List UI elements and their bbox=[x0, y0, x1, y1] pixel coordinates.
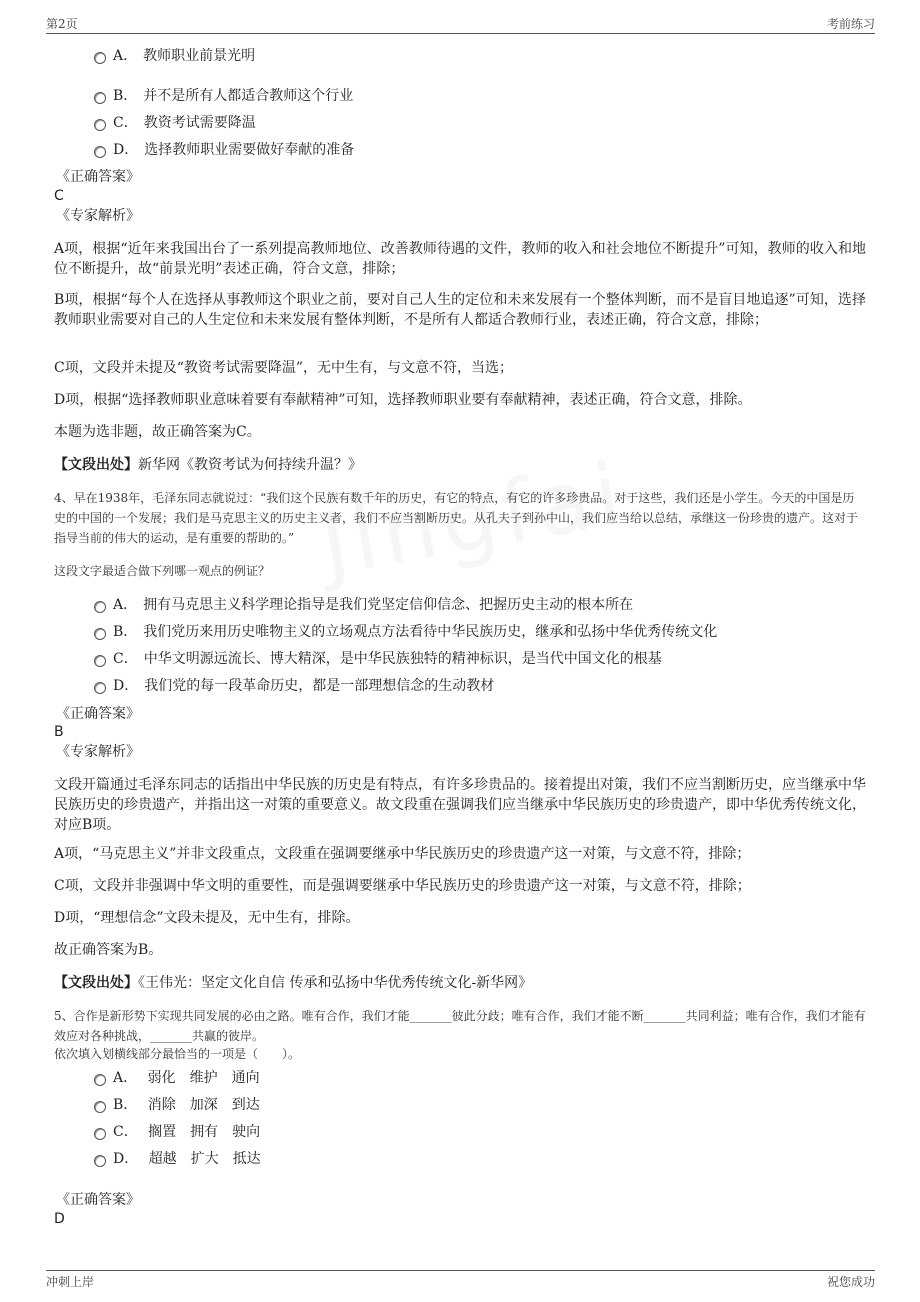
answer-value: B bbox=[54, 724, 64, 740]
analysis-label: 《专家解析》 bbox=[56, 208, 140, 224]
q4-option-a[interactable]: A． 拥有马克思主义科学理论指导是我们党坚定信仰信念、把握历史主动的根本所在 bbox=[94, 595, 633, 615]
analysis-paragraph: 文段开篇通过毛泽东同志的话指出中华民族的历史是有特点，有许多珍贵品的。接着提出对策，我们不应当割断历史，应当继承中华民族历史的珍贵遗产，并指出这一对策的重要意义。故文段重在强调我们应当继承中华民族历史的珍贵遗产，即中华优秀传统文化，对应B项。 bbox=[54, 777, 866, 833]
radio-icon[interactable] bbox=[94, 92, 106, 104]
radio-icon[interactable] bbox=[94, 1074, 106, 1086]
answer-value: C bbox=[54, 188, 64, 204]
analysis-paragraph: C项，文段并未提及“教资考试需要降温”，无中生有，与文意不符，当选； bbox=[54, 360, 514, 376]
footer-left: 冲刺上岸 bbox=[46, 1275, 95, 1289]
q5-option-d[interactable]: D． 超越 扩大 抵达 bbox=[94, 1149, 275, 1169]
q4-option-c[interactable]: C． 中华文明源远流长、博大精深，是中华民族独特的精神标识，是当代中国文化的根基 bbox=[94, 649, 662, 669]
radio-icon[interactable] bbox=[94, 1101, 106, 1113]
q3-option-a[interactable]: A． 教师职业前景光明 bbox=[94, 46, 255, 66]
q4-option-d[interactable]: D． 我们党的每一段革命历史，都是一部理想信念的生动教材 bbox=[94, 676, 494, 696]
source-line bbox=[54, 973, 532, 993]
source-line bbox=[54, 455, 362, 475]
q3-option-c[interactable]: C． 教资考试需要降温 bbox=[94, 113, 256, 133]
radio-icon[interactable] bbox=[94, 601, 106, 613]
question-prompt: 依次填入划横线部分最恰当的一项是（ ）。 bbox=[54, 1047, 301, 1061]
footer-right: 祝您成功 bbox=[826, 1275, 875, 1289]
radio-icon[interactable] bbox=[94, 1128, 106, 1140]
page-header bbox=[46, 13, 875, 34]
answer-label: 《正确答案》 bbox=[56, 169, 140, 185]
q5-option-c[interactable]: C． 搁置 拥有 驶向 bbox=[94, 1122, 274, 1142]
q5-option-a[interactable]: A． 弱化 维护 通向 bbox=[94, 1068, 274, 1088]
question-prompt: 这段文字最适合做下列哪一观点的例证？ bbox=[54, 564, 271, 578]
radio-icon[interactable] bbox=[94, 119, 106, 131]
page-number: 第2页 bbox=[46, 17, 78, 31]
analysis-paragraph: A项，“马克思主义”并非文段重点，文段重在强调要继承中华民族历史的珍贵遗产这一对策，与文意不符，排除； bbox=[54, 846, 751, 862]
source-text: 《王伟光：坚定文化自信 传承和弘扬中华优秀传统文化-新华网》 bbox=[138, 975, 533, 991]
radio-icon[interactable] bbox=[94, 52, 106, 64]
source-tag: 【文段出处】 bbox=[54, 457, 138, 473]
source-tag: 【文段出处】 bbox=[54, 975, 138, 991]
analysis-paragraph: C项，文段并非强调中华文明的重要性，而是强调要继承中华民族历史的珍贵遗产这一对策，与文意不符，排除； bbox=[54, 878, 751, 894]
radio-icon[interactable] bbox=[94, 628, 106, 640]
page-footer bbox=[46, 1270, 875, 1292]
answer-value: D bbox=[54, 1211, 65, 1227]
header-title: 考前练习 bbox=[826, 17, 875, 31]
question-stem: 5、合作是新形势下实现共同发展的必由之路。唯有合作，我们才能_______彼此分歧；唯有合作，我们才能不断_______共同利益；唯有合作，我们才能有效应对各种挑战，_______共赢的彼岸。 bbox=[54, 1009, 866, 1043]
q3-option-b[interactable]: B． 并不是所有人都适合教师这个行业 bbox=[94, 86, 353, 106]
analysis-conclusion: 故正确答案为B。 bbox=[54, 942, 163, 958]
analysis-paragraph: D项，“理想信念”文段未提及，无中生有，排除。 bbox=[54, 910, 360, 926]
radio-icon[interactable] bbox=[94, 1155, 106, 1167]
radio-icon[interactable] bbox=[94, 655, 106, 667]
analysis-paragraph: D项，根据“选择教师职业意味着要有奉献精神”可知，选择教师职业要有奉献精神，表述正确，符合文意，排除。 bbox=[54, 392, 752, 408]
analysis-conclusion: 本题为选非题，故正确答案为C。 bbox=[54, 424, 261, 440]
radio-icon[interactable] bbox=[94, 682, 106, 694]
source-text: 新华网《教资考试为何持续升温？》 bbox=[138, 457, 362, 473]
answer-label: 《正确答案》 bbox=[56, 706, 140, 722]
analysis-paragraph: B项，根据“每个人在选择从事教师这个职业之前，要对自己人生的定位和未来发展有一个整体判断，而不是盲目地追逐”可知，选择教师职业需要对自己的人生定位和未来发展有整体判断，不是所有人都适合教师行业，表述正确，符合文意，排除； bbox=[54, 292, 866, 328]
q5-option-b[interactable]: B． 消除 加深 到达 bbox=[94, 1095, 274, 1115]
analysis-label: 《专家解析》 bbox=[56, 744, 140, 760]
answer-label: 《正确答案》 bbox=[56, 1192, 140, 1208]
q4-option-b[interactable]: B． 我们党历来用历史唯物主义的立场观点方法看待中华民族历史，继承和弘扬中华优秀传统文化 bbox=[94, 622, 717, 642]
question-stem: 4、早在1938年，毛泽东同志就说过：“我们这个民族有数千年的历史，有它的特点，有它的许多珍贵品。对于这些，我们还是小学生。今天的中国是历史的中国的一个发展；我们是马克思主义的历史主义者，我们不应当割断历史。从孔夫子到孙中山，我们应当给以总结，承继这一份珍贵的遗产。这对于指导当前的伟大的运动，是有重要的帮助的。” bbox=[54, 491, 859, 545]
radio-icon[interactable] bbox=[94, 146, 106, 158]
q3-option-d[interactable]: D． 选择教师职业需要做好奉献的准备 bbox=[94, 140, 354, 160]
analysis-paragraph: A项，根据“近年来我国出台了一系列提高教师地位、改善教师待遇的文件，教师的收入和社会地位不断提升”可知，教师的收入和地位不断提升，故“前景光明”表述正确，符合文意，排除； bbox=[54, 241, 866, 277]
